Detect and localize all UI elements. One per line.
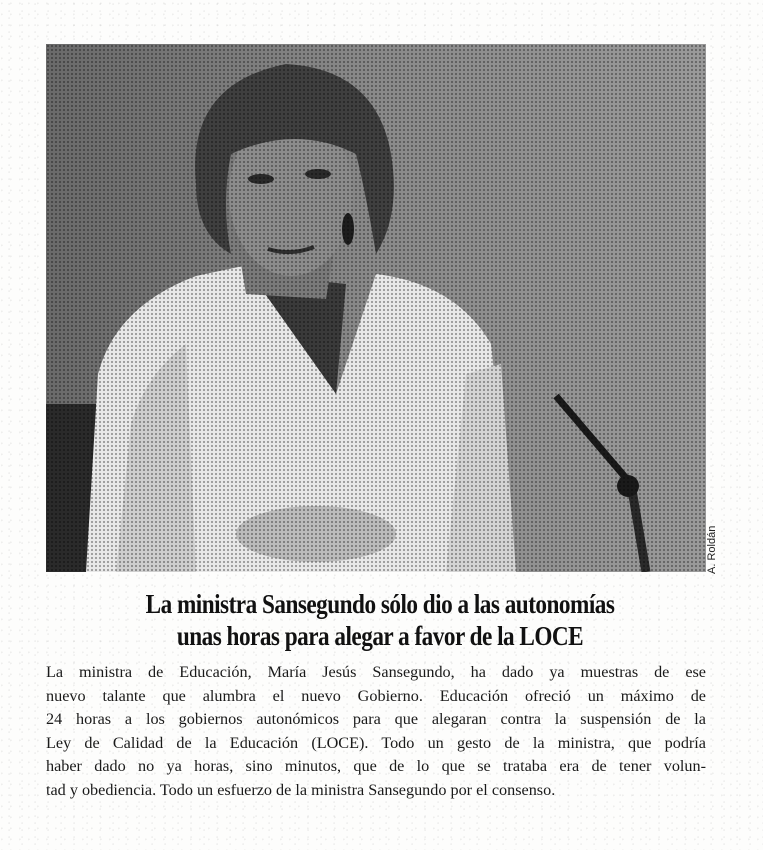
body-line: nuevo talante que alumbra el nuevo Gobierno. Educación ofreció un máximo de bbox=[46, 686, 706, 705]
headline-line: La ministra Sansegundo sólo dio a las autonomías bbox=[145, 589, 615, 619]
headline-line: unas horas para alegar a favor de la LOCE bbox=[176, 621, 584, 651]
body-line: 24 horas a los gobiernos autonómicos para que alegaran contra la suspensión de la bbox=[46, 710, 706, 728]
article-headline bbox=[88, 588, 673, 652]
photo-credit: A. Roldán bbox=[706, 525, 718, 574]
body-line: Ley de Calidad de la Educación (LOCE). Todo un gesto de la ministra, que podría bbox=[46, 733, 706, 752]
body-line: La ministra de Educación, María Jesús Sansegundo, ha dado ya muestras de ese bbox=[46, 663, 706, 681]
body-line: tad y obediencia. Todo un esfuerzo de la ministra Sansegundo por el consenso. bbox=[46, 780, 556, 799]
article-photo bbox=[46, 44, 706, 572]
body-line: haber dado no ya horas, sino minutos, que de lo que se trataba era de tener volun- bbox=[46, 757, 706, 775]
article-body bbox=[46, 661, 706, 802]
